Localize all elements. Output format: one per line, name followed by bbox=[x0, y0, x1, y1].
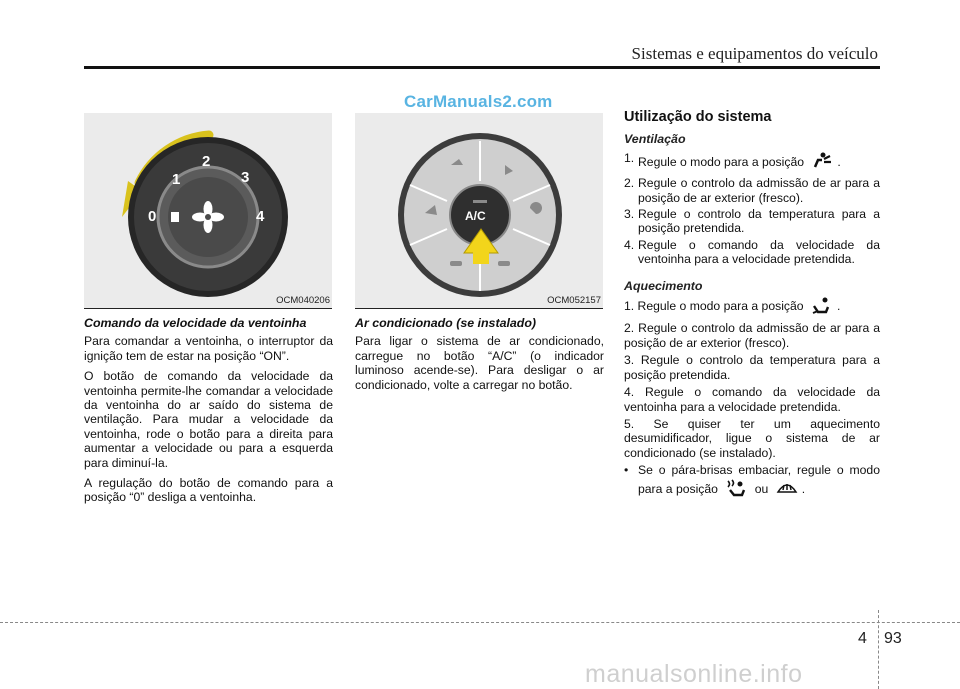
knob-label-2: 2 bbox=[202, 153, 211, 170]
watermark-bottom: manualsonline.info bbox=[585, 660, 803, 688]
heating-subtitle: Aquecimento bbox=[624, 278, 703, 293]
paragraph: A regulação do botão de comando para a posição “0” desliga a ventoinha. bbox=[84, 476, 333, 505]
chapter-number: 4 bbox=[858, 630, 867, 647]
bullet-item: • Se o pára-brisas embaciar, regule o modo para a posição ou . bbox=[624, 463, 880, 501]
list-item: 3. Regule o controlo da temperatura para a posição pretendida. bbox=[624, 207, 880, 236]
list-item: 1. Regule o modo para a posição . bbox=[624, 151, 880, 174]
heating-steps bbox=[624, 297, 880, 501]
air-conditioning-section bbox=[355, 316, 604, 398]
list-item: 4. Regule o comando da velocidade da ventoinha para a velocidade pretendida. bbox=[624, 237, 880, 267]
section-heading: Comando da velocidade da ventoinha bbox=[84, 316, 307, 330]
knob-label-3: 3 bbox=[241, 169, 250, 186]
fan-speed-knob-figure bbox=[84, 113, 332, 308]
list-item: 2. Regule o controlo da admissão de ar para a posição de ar exterior (fresco). bbox=[624, 176, 880, 205]
list-item: 4. Regule o comando da velocidade da ventoinha para a velocidade pretendida. bbox=[624, 385, 880, 414]
floor-defrost-mode-icon bbox=[725, 478, 747, 501]
page-number: 93 bbox=[884, 630, 902, 647]
list-item: 2. Regule o controlo da admissão de ar para a posição de ar exterior (fresco). bbox=[624, 321, 880, 350]
fan-speed-section bbox=[84, 316, 333, 511]
list-item: 5. Se quiser ter um aquecimento desumidificador, ligue o sistema de ar condicionado (se instalado). bbox=[624, 416, 880, 460]
ac-button-label: A/C bbox=[465, 209, 486, 223]
figure-rule bbox=[355, 308, 603, 309]
knob-indicator bbox=[171, 212, 179, 222]
ventilation-steps bbox=[624, 151, 880, 267]
system-operation-section bbox=[624, 110, 880, 501]
ac-indicator-light bbox=[473, 200, 487, 203]
face-vent-mode-icon bbox=[811, 151, 833, 174]
figure-code: OCM040206 bbox=[276, 295, 330, 306]
footer-vertical-rule bbox=[878, 610, 879, 689]
figure-rule bbox=[84, 308, 332, 309]
ventilation-subtitle: Ventilação bbox=[624, 132, 686, 147]
header-rule bbox=[84, 66, 880, 69]
footer-rule bbox=[0, 622, 960, 623]
paragraph: O botão de comando da velocidade da ventoinha permite-lhe comandar a velocidade da ventoinha do ar saído do sistema de ventilação. Para mudar a velocidade da ventoinha, rode o botão para a direita para aumentar a velocidade ou para a esquerda para diminuí-la. bbox=[84, 369, 333, 470]
ac-panel-illustration bbox=[355, 113, 603, 308]
knob-label-4: 4 bbox=[256, 208, 265, 225]
floor-vent-mode-icon bbox=[811, 297, 833, 318]
fan-knob-illustration bbox=[84, 113, 332, 308]
ac-panel-figure bbox=[355, 113, 603, 308]
knob-label-1: 1 bbox=[172, 171, 181, 188]
figure-code: OCM052157 bbox=[547, 295, 601, 306]
watermark-top: CarManuals2.com bbox=[404, 92, 553, 111]
section-heading: Ar condicionado (se instalado) bbox=[355, 316, 537, 330]
paragraph: Para ligar o sistema de ar condicionado, carregue no botão “A/C” (o indicador luminoso acende-se). Para desligar o ar condicionado, volte a carregar no botão. bbox=[355, 334, 604, 392]
list-item: 1. Regule o modo para a posição . bbox=[624, 297, 880, 318]
knob-label-0: 0 bbox=[148, 208, 157, 225]
list-item: 3. Regule o controlo da temperatura para a posição pretendida. bbox=[624, 353, 880, 382]
section-title: Utilização do sistema bbox=[624, 109, 772, 125]
defrost-mode-icon bbox=[776, 478, 798, 501]
section-header-title: Sistemas e equipamentos do veículo bbox=[631, 44, 878, 63]
paragraph: Para comandar a ventoinha, o interruptor da ignição tem de estar na posição “ON”. bbox=[84, 334, 333, 363]
